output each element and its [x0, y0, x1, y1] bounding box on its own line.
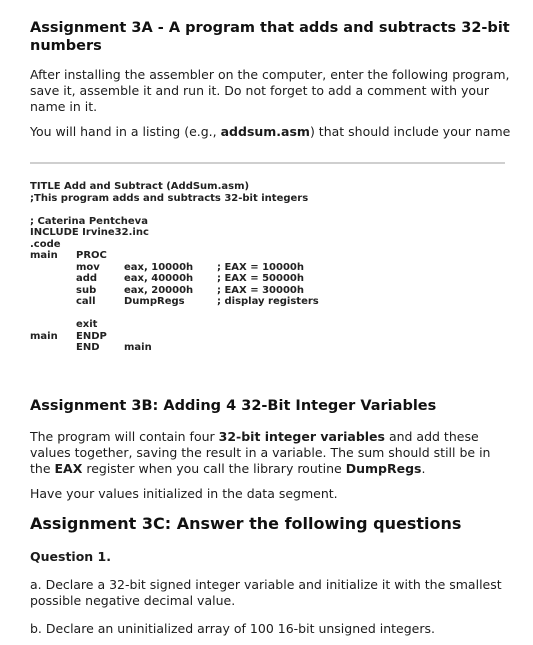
assignment-3a-handin [30, 124, 510, 140]
code-operands: eax, 20000h [124, 284, 194, 296]
code-operands: DumpRegs [124, 296, 185, 307]
code-listing [30, 181, 319, 354]
code-text: ; Caterina Pentcheva [30, 215, 148, 227]
handin-text-post: ) that should include your name [309, 124, 511, 139]
code-instruction: exit [76, 319, 98, 330]
code-label: main [30, 250, 58, 261]
code-line [30, 319, 319, 331]
code-text: .code [30, 238, 61, 250]
assignment-3b-title: Assignment 3B: Adding 4 32-Bit Integer Variables [30, 398, 437, 414]
code-comment: ; EAX = 10000h [217, 261, 305, 273]
code-line [30, 331, 319, 343]
code-line [30, 193, 319, 205]
code-line [30, 204, 319, 216]
code-label: main [30, 330, 58, 342]
code-comment: ; EAX = 50000h [217, 273, 305, 284]
desc-text-1: The program will contain four [30, 429, 219, 444]
code-text: ;This program adds and subtracts 32-bit integers [30, 192, 309, 204]
code-line [30, 181, 319, 193]
code-line [30, 342, 319, 354]
code-line [30, 308, 319, 320]
code-text: TITLE Add and Subtract (AddSum.asm) [30, 181, 250, 192]
code-comment: ; display registers [217, 296, 319, 307]
code-instruction: add [76, 273, 98, 284]
code-line [30, 273, 319, 285]
code-instruction: END [76, 342, 100, 353]
code-operands: main [124, 342, 152, 353]
code-comment: ; EAX = 30000h [217, 284, 305, 296]
question-1-item-b: b. Declare an uninitialized array of 100 16-bit unsigned integers. [30, 621, 435, 636]
code-operands: eax, 10000h [124, 261, 194, 273]
question-1-label: Question 1. [30, 549, 111, 564]
desc-text-4: . [421, 461, 426, 476]
assignment-3c-title: Assignment 3C: Answer the following questions [30, 514, 462, 533]
code-line [30, 239, 319, 251]
code-line [30, 262, 319, 274]
assignment-3a-instructions: After installing the assembler on the computer, enter the following program, save it, assemble it and run it. Do not forget to add a comment with your name in it. [30, 67, 510, 114]
code-instruction: mov [76, 261, 100, 273]
desc-bold-variables: 32-bit integer variables [218, 429, 385, 444]
code-instruction: call [76, 296, 96, 307]
code-line [30, 285, 319, 297]
code-instruction: sub [76, 284, 97, 296]
code-line [30, 296, 319, 308]
code-line [30, 250, 319, 262]
desc-bold-eax: EAX [54, 461, 83, 476]
question-1-item-a: a. Declare a 32-bit signed integer variable and initialize it with the smallest possible negative decimal value. [30, 577, 502, 608]
code-instruction: PROC [76, 250, 107, 261]
code-line [30, 216, 319, 228]
handin-text-pre: You will hand in a listing (e.g., [30, 124, 221, 139]
code-operands: eax, 40000h [124, 273, 194, 284]
assignment-3b-note: Have your values initialized in the data segment. [30, 486, 338, 501]
assignment-3a-title: Assignment 3A - A program that adds and subtracts 32-bit numbers [30, 20, 510, 54]
desc-text-2: and add these values together, saving the result in a variable. The sum should still be in the [30, 429, 491, 476]
code-text: INCLUDE Irvine32.inc [30, 227, 149, 238]
desc-text-3: register when you call the library routine [82, 461, 346, 476]
handin-filename: addsum.asm [220, 124, 310, 139]
code-instruction: ENDP [76, 330, 107, 342]
code-line [30, 227, 319, 239]
desc-bold-dumpregs: DumpRegs [345, 461, 422, 476]
assignment-3b-description [30, 429, 510, 477]
section-divider [30, 162, 505, 164]
